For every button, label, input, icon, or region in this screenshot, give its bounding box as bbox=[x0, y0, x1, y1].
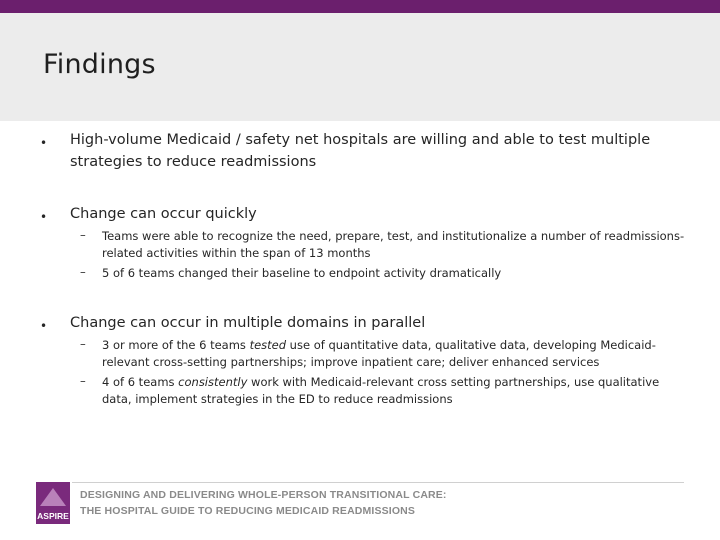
bullet-marker: • bbox=[40, 319, 48, 333]
footer-title-line2: THE HOSPITAL GUIDE TO REDUCING MEDICAID READMISSIONS bbox=[80, 505, 416, 517]
bullet-text: High-volume Medicaid / safety net hospitals are willing and able to test multiple strategies to reduce readmissions bbox=[70, 132, 651, 170]
sub-bullet-emphasis: tested bbox=[249, 338, 287, 352]
bullet-text: Change can occur quickly bbox=[70, 206, 257, 222]
logo-text: ASPIRE bbox=[37, 511, 69, 521]
sub-bullet-text bbox=[102, 337, 687, 371]
bullet-marker: • bbox=[40, 210, 48, 224]
sub-bullet-text-pre: 4 of 6 teams bbox=[102, 375, 179, 389]
top-accent-bar bbox=[0, 0, 720, 13]
sub-bullet-text-post: work with Medicaid-relevant cross setting partnerships, use qualitative data, implement strategies in the ED to reduce readmissions bbox=[102, 375, 660, 406]
sub-bullet-text: Teams were able to recognize the need, prepare, test, and institutionalize a number of readmissions-related activities within the span of 13 months bbox=[102, 229, 685, 260]
sub-bullet-text-post: use of quantitative data, qualitative data, developing Medicaid-relevant cross-setting partnerships; improve inpatient care; deliver enhanced services bbox=[102, 338, 656, 369]
sub-bullet-marker: – bbox=[80, 374, 86, 388]
aspire-logo bbox=[36, 482, 70, 524]
sub-bullet-text-pre: 3 or more of the 6 teams bbox=[102, 338, 250, 352]
logo-peak-icon bbox=[40, 488, 66, 506]
sub-bullet-marker: – bbox=[80, 228, 86, 242]
sub-bullet-marker: – bbox=[80, 337, 86, 351]
sub-bullet-emphasis: consistently bbox=[178, 375, 248, 389]
slide-title: Findings bbox=[43, 49, 156, 80]
sub-bullet-marker: – bbox=[80, 265, 86, 279]
sub-bullet-text bbox=[102, 374, 687, 408]
footer-title-line1: DESIGNING AND DELIVERING WHOLE-PERSON TRANSITIONAL CARE: bbox=[80, 489, 447, 501]
bullet-text: Change can occur in multiple domains in parallel bbox=[70, 315, 426, 331]
sub-bullet-text: 5 of 6 teams changed their baseline to endpoint activity dramatically bbox=[102, 266, 502, 280]
bullet-marker: • bbox=[40, 136, 48, 150]
footer-divider bbox=[72, 482, 684, 483]
